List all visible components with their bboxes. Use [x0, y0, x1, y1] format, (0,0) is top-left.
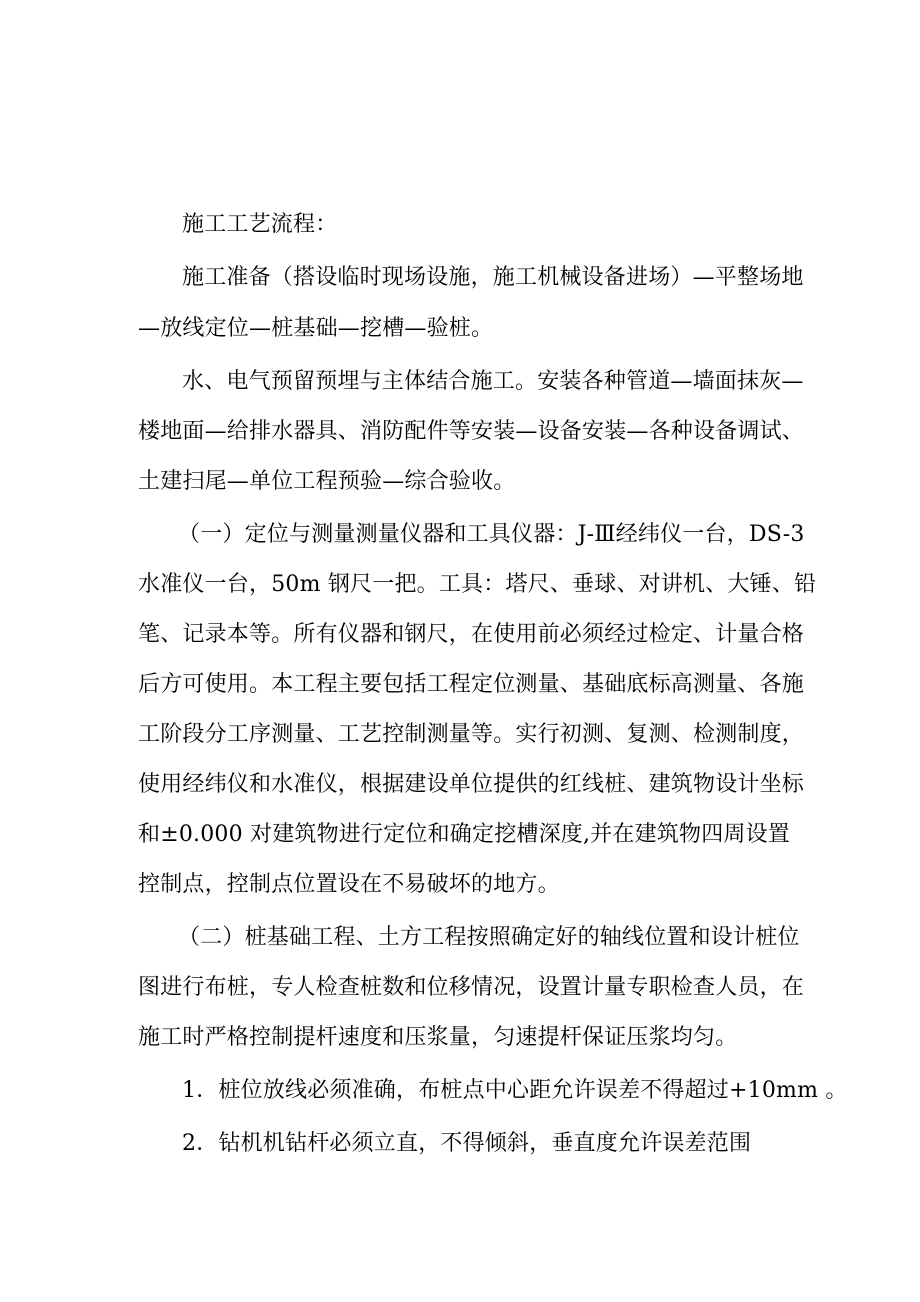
paragraph-positioning-line-2: 水准仪一台，50m 钢尺一把。工具：塔尺、垂球、对讲机、大锤、铅 [138, 572, 817, 597]
paragraph-installation-line-2: 楼地面—给排水器具、消防配件等安装—设备安装—各种设备调试、 [138, 419, 805, 444]
paragraph-preparation-line-2: —放线定位—桩基础—挖槽—验桩。 [138, 316, 494, 341]
paragraph-pile-foundation-line-3: 施工时严格控制提杆速度和压浆量，匀速提杆保证压浆均匀。 [138, 1025, 738, 1050]
paragraph-positioning-line-5: 工阶段分工序测量、工艺控制测量等。实行初测、复测、检测制度， [138, 722, 805, 747]
list-item-2: 2．钻机机钻杆必须立直，不得倾斜，垂直度允许误差范围 [182, 1131, 752, 1156]
paragraph-positioning-line-7: 和±0.000 对建筑物进行定位和确定挖槽深度,并在建筑物四周设置 [138, 822, 791, 847]
paragraph-installation-line-3: 土建扫尾—单位工程预验—综合验收。 [138, 469, 516, 494]
paragraph-positioning-line-4: 后方可使用。本工程主要包括工程定位测量、基础底标高测量、各施 [138, 672, 805, 697]
paragraph-pile-foundation-line-2: 图进行布桩，专人检查桩数和位移情况，设置计量专职检查人员，在 [138, 975, 805, 1000]
paragraph-positioning-line-6: 使用经纬仪和水准仪，根据建设单位提供的红线桩、建筑物设计坐标 [138, 772, 805, 797]
paragraph-positioning-line-8: 控制点，控制点位置设在不易破坏的地方。 [138, 872, 560, 897]
paragraph-pile-foundation-line-1: （二）桩基础工程、土方工程按照确定好的轴线位置和设计桩位 [178, 925, 800, 950]
list-item-1: 1．桩位放线必须准确，布桩点中心距允许误差不得超过+10mm 。 [182, 1078, 848, 1103]
paragraph-preparation-line-1: 施工准备（搭设临时现场设施，施工机械设备进场）—平整场地 [182, 265, 804, 290]
paragraph-positioning-line-1: （一）定位与测量测量仪器和工具仪器：J-Ⅲ经纬仪一台，DS-3 [178, 522, 805, 547]
paragraph-positioning-line-3: 笔、记录本等。所有仪器和钢尺，在使用前必须经过检定、计量合格 [138, 622, 805, 647]
section-heading: 施工工艺流程： [182, 212, 338, 237]
paragraph-installation-line-1: 水、电气预留预埋与主体结合施工。安装各种管道—墙面抹灰— [182, 369, 804, 394]
